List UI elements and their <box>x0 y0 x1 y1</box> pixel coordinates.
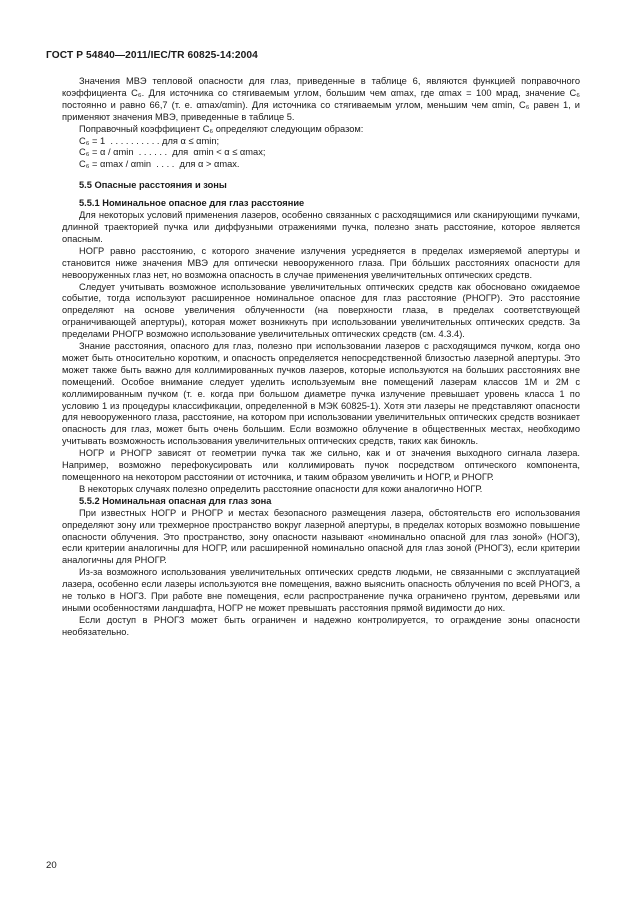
paragraph-c6-intro: Значения МВЭ тепловой опасности для глаз, приведенные в таблице 6, являются функцией поправочного коэффициента C₆. Для источника со стягиваемым углом, большим чем αmax, где αmax = 100 мрад, значение C₆ постоянно и равно 66,7 (т. е. αmax/αmin). Для источника со стягиваемым углом, меньшим чем αmin, C₆ равен 1, и применяют значения МВЭ, приведенные в таблице 5. <box>62 76 580 122</box>
paragraph-access-control: Если доступ в РНОГЗ может быть ограничен и надежно контролируется, то ограждение зоны опасности необязательно. <box>62 614 580 637</box>
page-body <box>62 76 580 639</box>
subsection-heading-5-5-1: 5.5.1 Номинальное опасное для глаз расстояние <box>79 198 305 209</box>
paragraph-distance-importance: Знание расстояния, опасного для глаз, полезно при использовании лазеров с расходящимся пучком, когда оно может быть относительно коротким, и опасность определяется непосредственной близостью лазерной апертуры. Это может также быть важно для коллимированных пучков лазеров, которые используются на больших расстояниях вне помещений. Особое внимание следует уделить используемым вне помещений лазерам классов 1М и 2М с коллимированным пучком (т. е. когда при большом диаметре пучка излучение превышает уровень класса 1 по условию 1 из процедуры классификации, определенной в МЭК 60825-1). Хотя эти лазеры не представляют опасности для невооруженного глаза, расстояние, на котором при использовании увеличительных оптических средств возникает опасность для глаз, может быть очень большим. Если возможно облучение в общественных местах, необходимо учитывать возможность использования увеличительных оптических средств, таких как бинокль. <box>62 341 580 447</box>
page-header-standard-code: ГОСТ Р 54840—2011/IEC/TR 60825-14:2004 <box>46 50 258 61</box>
paragraph-nohz-definition: При известных НОГР и РНОГР и местах безопасного размещения лазера, обстоятельств его использования определяют зону или трехмерное пространство вокруг лазерной апертуры, в пределах которых возможно повышение опасности облучения. Это пространство, зону опасности называют «номинально опасной для глаз зоной» (НОГЗ), если критерии аналогичны для НОГР, или расширенной номинально опасной для глаз зоной (РНОГЗ), если критерии аналогичны для РНОГР. <box>62 507 580 566</box>
paragraph-nohd-definition: НОГР равно расстоянию, с которого значение излучения усредняется в пределах измеряемой апертуры и становится ниже значения МВЭ для оптически невооруженного глаза. При бо́льших расстояниях опасности для невооруженных глаз нет, но возможна опасность в случае применения увеличительных оптических средств. <box>62 245 580 280</box>
formula-line-3: C₆ = αmax / αmin . . . . для α > αmax. <box>79 159 240 170</box>
formula-line-1: C₆ = 1 . . . . . . . . . . для α ≤ αmin; <box>79 135 220 146</box>
paragraph-extended-nohd: Следует учитывать возможное использование увеличительных оптических средств как обосновано ожидаемое событие, тогда используют расширенное номинальное опасное для глаз расстояние (РНОГР). Это расстояние определяют на основе увеличения облученности (на поверхности глаза, в пределах соответствующей ограничивающей апертуры), которая может возникнуть при использовании увеличительных оптических средств. За пределами РНОГР возможно использование увеличительных оптических средств (см. 4.3.4). <box>62 281 580 340</box>
formula-line-2: C₆ = α / αmin . . . . . . для αmin < α ≤ αmax; <box>79 147 266 158</box>
subsection-heading-5-5-2: 5.5.2 Номинальная опасная для глаз зона <box>79 495 272 506</box>
paragraph-optical-aids: Из-за возможного использования увеличительных оптических средств людьми, не связанными с эксплуатацией лазера, особенно если лазеры используются вне помещения, важно выяснить опасность облучения по всей РНОГЗ, а не только в НОГЗ. При работе вне помещения, если распространение пучка ограничено грунтом, деревьями или иными особенностями ландшафта, НОГР не может превышать расстояния прямой видимости до них. <box>62 567 580 613</box>
paragraph-c6-definition: Поправочный коэффициент C₆ определяют следующим образом: <box>79 123 364 134</box>
page-number: 20 <box>46 860 57 871</box>
paragraph-beam-geometry: НОГР и РНОГР зависят от геометрии пучка так же сильно, как и от значения выходного сигнала лазера. Например, возможно перефокусировать или коллимировать пучок посредством оптического компонента, помещенного на некотором расстоянии от источника, и таким образом увеличить и НОГР, и РНОГР. <box>62 448 580 482</box>
paragraph-nohd-purpose: Для некоторых условий применения лазеров, особенно связанных с расходящимися или сканирующими пучками, длинной траекторией пучка или диффузными отражениями пучка, полезно знать расстояние, которое является опасным. <box>62 210 580 244</box>
paragraph-skin-hazard: В некоторых случаях полезно определить расстояние опасности для кожи аналогично НОГР. <box>79 483 483 494</box>
section-heading-5-5: 5.5 Опасные расстояния и зоны <box>79 180 227 191</box>
